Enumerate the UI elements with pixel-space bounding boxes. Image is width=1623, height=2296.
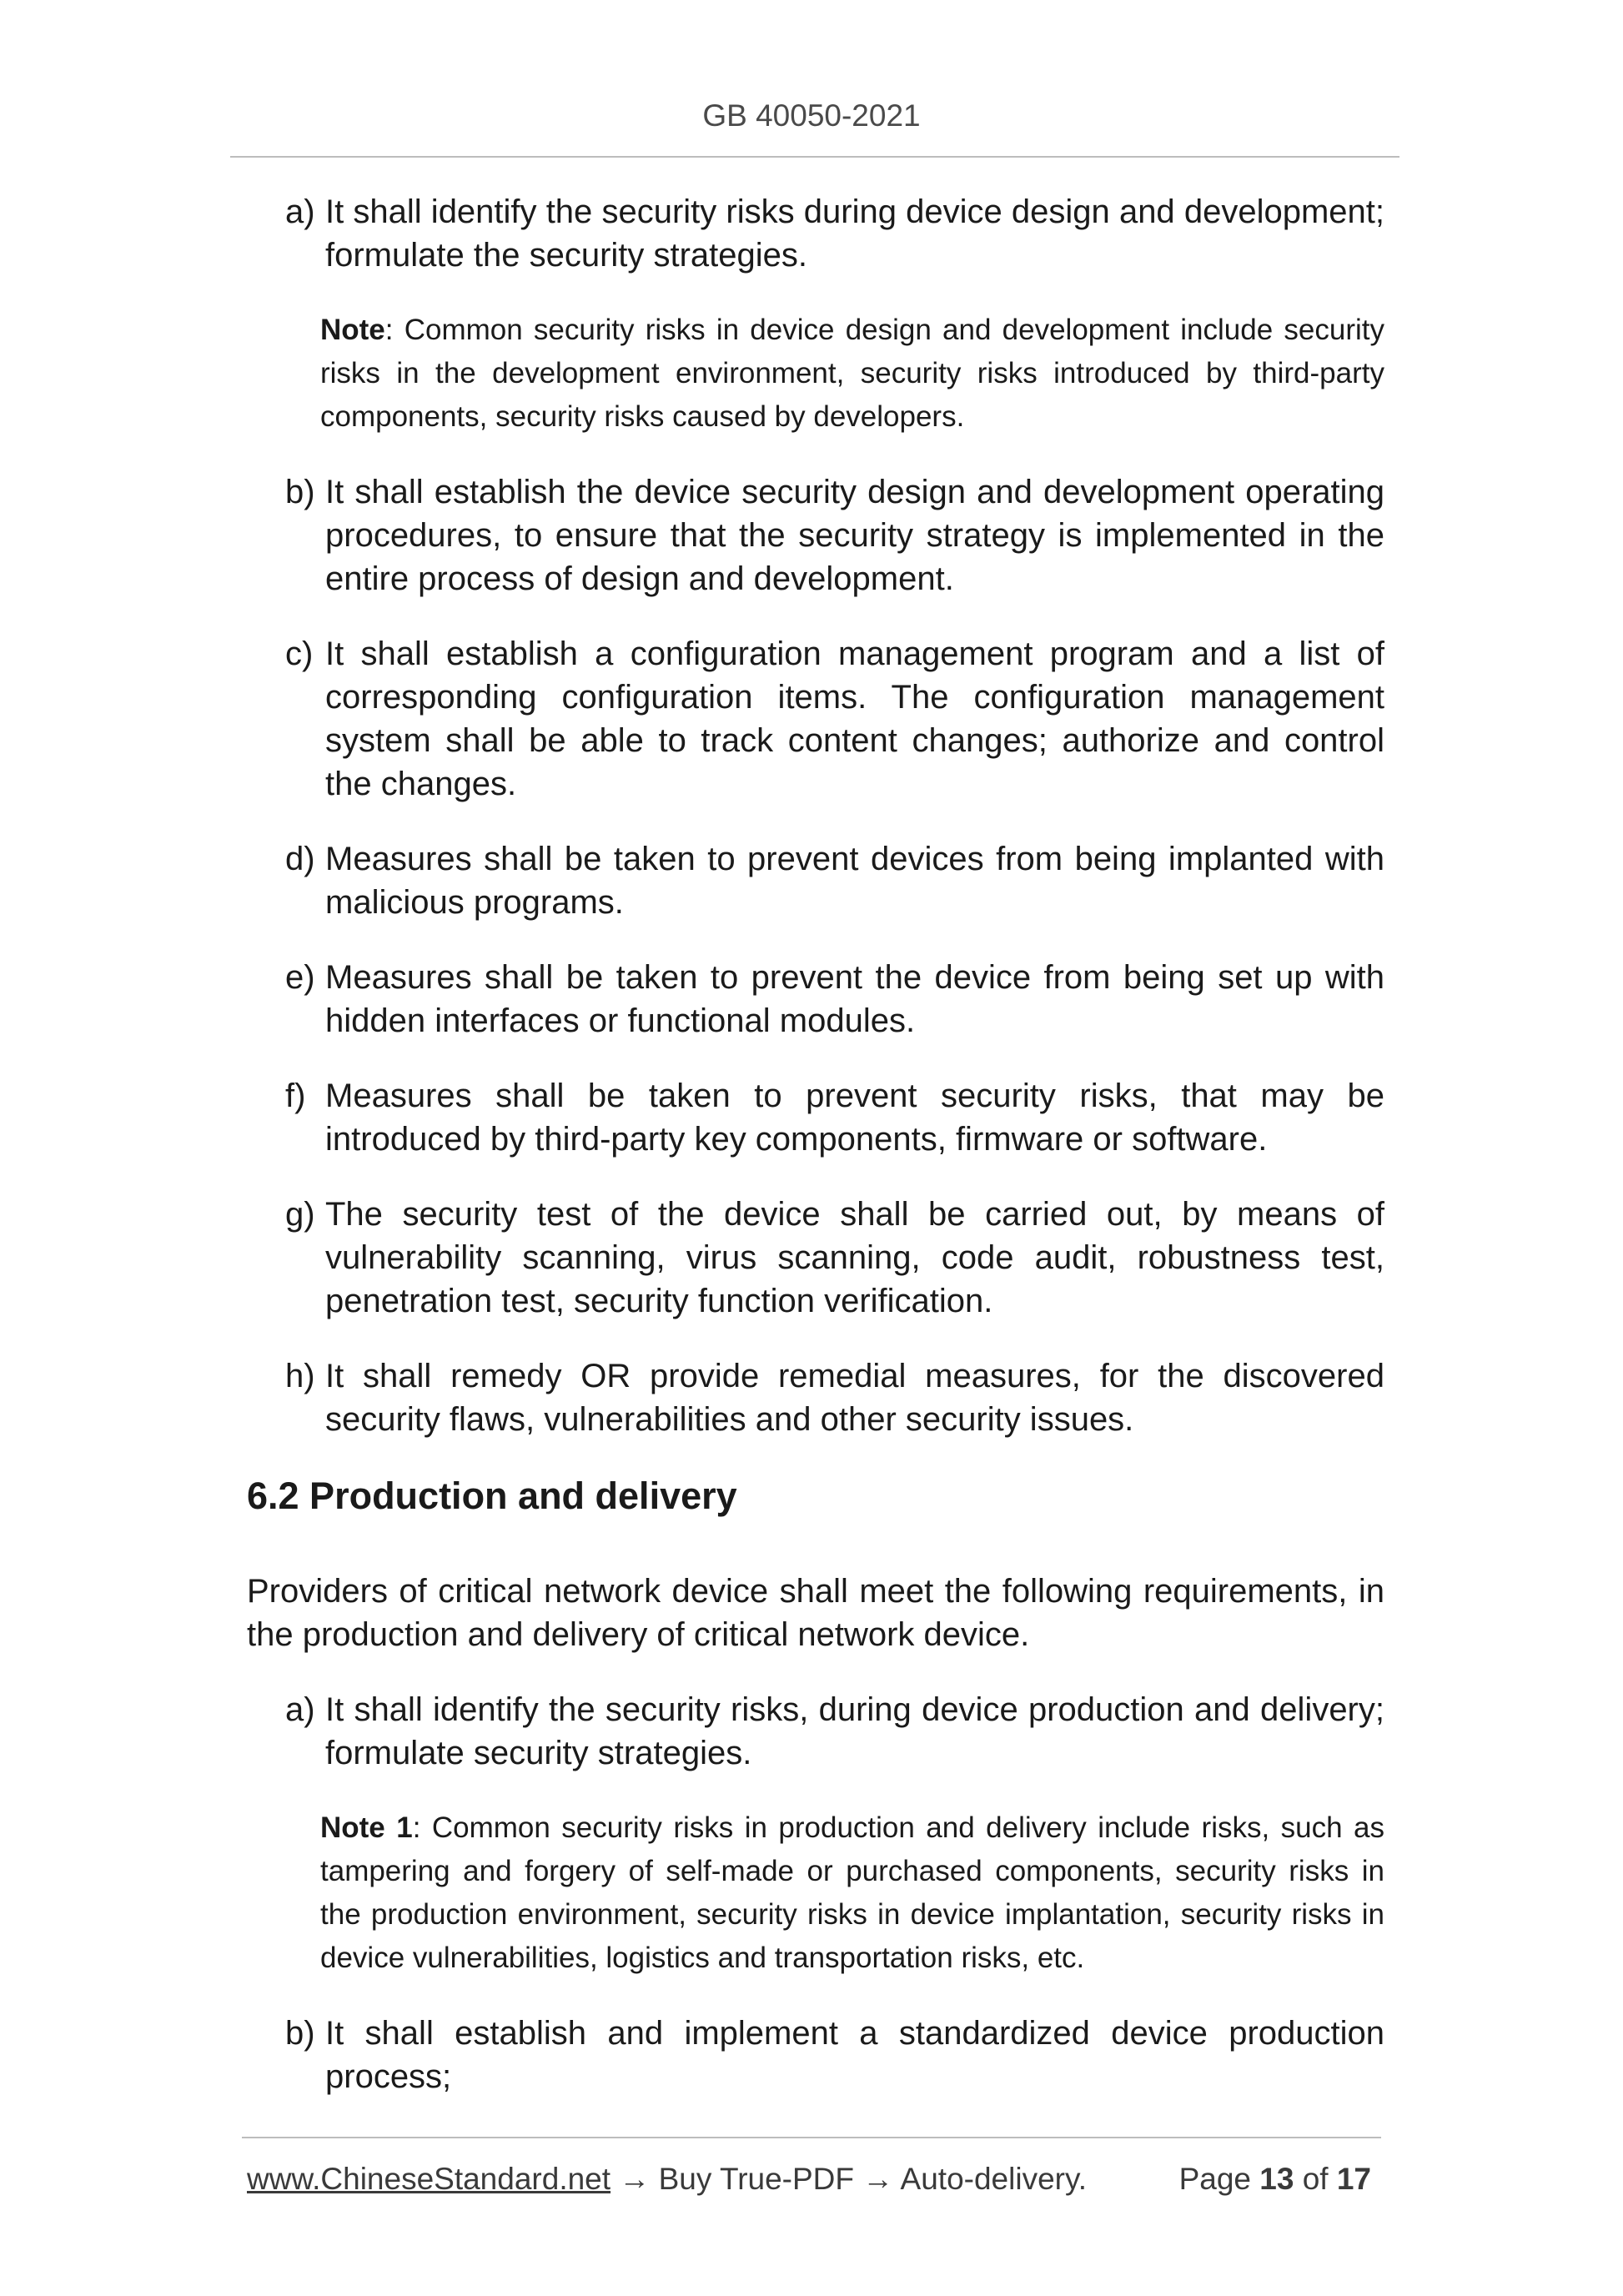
note-block (247, 309, 1384, 439)
list-item-text: It shall remedy OR provide remedial measures, for the discovered security flaws, vulnerabilities and other security issues. (325, 1358, 1384, 1438)
footer-divider (242, 2137, 1381, 2138)
arrow-right-icon: → (619, 2162, 651, 2196)
list-item (247, 1074, 1384, 1161)
buy-true-pdf-text: Buy True-PDF (658, 2162, 855, 2196)
total-pages: 17 (1336, 2162, 1371, 2196)
header-divider (230, 156, 1399, 158)
list-marker: a) (285, 193, 315, 230)
list-item (247, 632, 1384, 806)
list-item (247, 956, 1384, 1042)
list-item-text: It shall establish the device security design and development operating procedures, to ensure that the security strategy is implemented in the entire process of design and development. (325, 474, 1384, 597)
list-marker: a) (285, 1691, 315, 1728)
list-item-text: Measures shall be taken to prevent security risks, that may be introduced by third-party key components, firmware or software. (325, 1078, 1384, 1158)
page-of-label: of (1302, 2162, 1329, 2196)
list-marker: b) (285, 2015, 315, 2052)
list-item (247, 837, 1384, 924)
note-block (247, 1806, 1384, 1980)
list-item (247, 190, 1384, 277)
document-id-header: GB 40050-2021 (702, 98, 921, 133)
list-item-text: The security test of the device shall be carried out, by means of vulnerability scanning, virus scanning, code audit, robustness test, penetration test, security function verification. (325, 1196, 1384, 1319)
page-label: Page (1178, 2162, 1251, 2196)
list-marker: g) (285, 1196, 315, 1233)
arrow-right-icon: → (862, 2162, 894, 2196)
page-number (1179, 2162, 1371, 2197)
list-marker: d) (285, 841, 315, 877)
list-item-text: It shall establish a configuration management program and a list of corresponding configuration items. The configuration management system shall be able to track content changes; authorize and control the changes. (325, 636, 1384, 802)
page-content (247, 190, 1384, 2130)
current-page: 13 (1259, 2162, 1294, 2196)
list-marker: f) (285, 1078, 306, 1114)
list-marker: c) (285, 636, 314, 672)
list-item-text: It shall establish and implement a standardized device production process; (325, 2015, 1384, 2095)
list-item-text: Measures shall be taken to prevent the device from being set up with hidden interfaces or functional modules. (325, 959, 1384, 1039)
list-item (247, 470, 1384, 600)
note-label: Note (320, 314, 385, 346)
list-item-text: It shall identify the security risks, during device production and delivery; formulate security strategies. (325, 1691, 1384, 1771)
list-marker: h) (285, 1358, 315, 1394)
website-link[interactable]: www.ChineseStandard.net (247, 2162, 611, 2196)
section-heading: 6.2 Production and delivery (247, 1475, 737, 1517)
list-item (247, 1193, 1384, 1323)
note-text: : Common security risks in production and delivery include risks, such as tampering and forgery of self-made or purchased components, security risks in the production environment, security risks in device implantation, security risks in device vulnerabilities, logistics and transportation risks, etc. (320, 1811, 1385, 1974)
list-item (247, 2012, 1384, 2098)
list-item-text: Measures shall be taken to prevent devices from being implanted with malicious programs. (325, 841, 1384, 921)
list-marker: e) (285, 959, 315, 996)
list-item (247, 1354, 1384, 1441)
auto-delivery-text: Auto-delivery. (900, 2162, 1088, 2196)
list-item (247, 1688, 1384, 1775)
intro-paragraph: Providers of critical network device shall meet the following requirements, in the production and delivery of critical network device. (247, 1573, 1384, 1653)
note-text: : Common security risks in device design and development include security risks in the development environment, security risks introduced by third-party components, security risks caused by developers. (320, 314, 1384, 433)
page-footer (247, 2162, 1384, 2197)
list-marker: b) (285, 474, 315, 510)
note-label: Note 1 (320, 1811, 413, 1844)
list-item-text: It shall identify the security risks during device design and development; formulate the security strategies. (325, 193, 1384, 274)
